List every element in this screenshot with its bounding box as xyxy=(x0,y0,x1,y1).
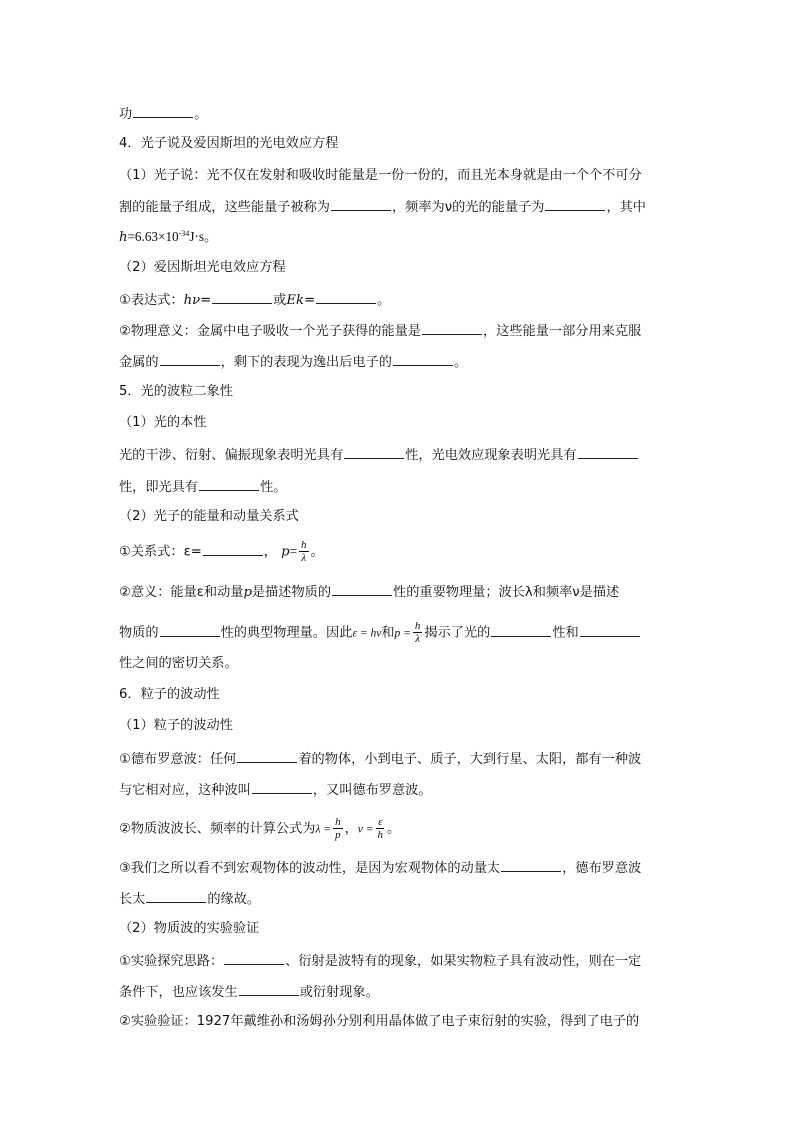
line-17 xyxy=(119,620,676,645)
answer-blank[interactable] xyxy=(344,444,404,459)
answer-blank[interactable] xyxy=(545,196,605,211)
line-25 xyxy=(119,888,676,910)
answer-blank[interactable] xyxy=(422,320,482,335)
line-7 xyxy=(119,289,676,311)
text: 割的能量子组成，这些能量子被称为 xyxy=(119,200,330,215)
answer-blank[interactable] xyxy=(224,950,284,965)
line-18 xyxy=(119,654,676,674)
text: 。 xyxy=(377,293,391,308)
answer-blank[interactable] xyxy=(501,857,561,872)
line-16 xyxy=(119,581,676,603)
text: ③我们之所以看不到宏观物体的波动性，是因为宏观物体的动量太 xyxy=(119,861,501,876)
text: ①德布罗意波：任何 xyxy=(119,752,237,767)
text: ②物理意义：金属中电子吸收一个光子获得的能量是 xyxy=(119,324,421,339)
answer-blank[interactable] xyxy=(146,888,206,903)
line-23 xyxy=(119,816,676,841)
subheading xyxy=(119,258,676,278)
text: （1）光子说：光不仅在发射和吸收时能量是一份一份的，而且光本身就是由一个个不可分 xyxy=(119,168,642,183)
denominator: λ xyxy=(415,633,421,645)
line-8 xyxy=(119,320,676,342)
text: ，其中 xyxy=(606,200,646,215)
formula: λ = xyxy=(315,823,332,836)
text: =6.63×10 xyxy=(127,229,179,244)
text: 。 xyxy=(194,107,208,122)
line-1 xyxy=(119,103,676,125)
text: = xyxy=(200,293,212,308)
text: ①关系式：ε= xyxy=(119,544,202,560)
symbol-h: h xyxy=(119,230,128,245)
answer-blank[interactable] xyxy=(133,103,193,118)
answer-blank[interactable] xyxy=(331,196,391,211)
text: ②物质波波长、频率的计算公式为 xyxy=(119,821,316,837)
heading-text: （2）物质波的实验验证 xyxy=(119,921,260,936)
heading-text: （1）粒子的波动性 xyxy=(119,718,233,733)
line-3 xyxy=(119,166,676,186)
line-28 xyxy=(119,981,676,1003)
exponent: -34 xyxy=(178,229,190,238)
answer-blank[interactable] xyxy=(491,622,551,637)
text: ， xyxy=(263,544,277,560)
text: 。 xyxy=(387,821,401,837)
text: 长太 xyxy=(119,892,146,907)
text: 或 xyxy=(273,293,287,308)
text: 的缘故。 xyxy=(207,892,261,907)
text: 性。 xyxy=(260,480,287,495)
denominator: p xyxy=(335,829,341,841)
formula: ν = xyxy=(357,823,374,836)
text: ， xyxy=(344,821,358,837)
answer-blank[interactable] xyxy=(199,476,259,491)
answer-blank[interactable] xyxy=(393,351,453,366)
line-22 xyxy=(119,779,676,801)
text: 、衍射是波特有的现象，如果实物粒子具有波动性，则在一定 xyxy=(285,954,642,969)
subheading xyxy=(119,507,676,527)
fraction xyxy=(413,620,423,645)
answer-blank[interactable] xyxy=(203,541,263,556)
line-13 xyxy=(119,476,676,498)
numerator: h xyxy=(335,816,341,828)
text: 。 xyxy=(310,544,324,560)
section-heading-4 xyxy=(119,134,676,154)
text: 与它相对应，这种波叫 xyxy=(119,783,251,798)
text: 性的典型物理量。因此 xyxy=(220,625,353,641)
answer-blank[interactable] xyxy=(239,981,299,996)
answer-blank[interactable] xyxy=(237,748,297,763)
text: 揭示了光的 xyxy=(424,625,491,641)
section-heading-6 xyxy=(119,685,676,705)
text: 性，即光具有 xyxy=(119,480,199,495)
text: ，频率为ν的光的能量子为 xyxy=(392,200,545,215)
text: ，德布罗意波 xyxy=(562,861,642,876)
heading-text: （2）光子的能量和动量关系式 xyxy=(119,509,299,524)
line-12 xyxy=(119,444,676,466)
text: 和 xyxy=(381,625,395,641)
text: 物质的 xyxy=(119,625,159,641)
text: 或衍射现象。 xyxy=(299,985,379,1000)
heading-text: （2）爱因斯坦光电效应方程 xyxy=(119,260,286,275)
text: 是描述物质的 xyxy=(251,585,332,600)
text: 功 xyxy=(119,107,133,122)
line-27 xyxy=(119,950,676,972)
answer-blank[interactable] xyxy=(316,289,376,304)
line-4 xyxy=(119,196,676,218)
text: ①实验探究思路： xyxy=(119,954,224,969)
formula: p = xyxy=(394,627,411,640)
heading-text: 4．光子说及爱因斯坦的光电效应方程 xyxy=(119,136,339,151)
numerator: h xyxy=(301,539,307,551)
answer-blank[interactable] xyxy=(580,622,640,637)
answer-blank[interactable] xyxy=(252,779,312,794)
text: = xyxy=(303,293,316,308)
heading-text: （1）光的本性 xyxy=(119,415,207,430)
text: 性和 xyxy=(552,625,579,641)
numerator: h xyxy=(414,620,421,632)
line-15 xyxy=(119,539,676,564)
symbol: p xyxy=(281,544,290,560)
line-9 xyxy=(119,351,676,373)
answer-blank[interactable] xyxy=(578,444,638,459)
symbol: hν xyxy=(183,293,201,308)
text: ②意义：能量ε和动量 xyxy=(119,585,244,600)
line-5 xyxy=(119,227,676,248)
fraction xyxy=(333,816,343,841)
formula: ε = hν xyxy=(352,627,382,640)
heading-text: 5．光的波粒二象性 xyxy=(119,384,233,399)
text: 着的物体，小到电子、质子，大到行星、太阳，都有一种波 xyxy=(298,752,642,767)
subheading xyxy=(119,716,676,736)
denominator: h xyxy=(377,829,384,841)
text: ，剩下的表现为逸出后电子的 xyxy=(220,355,392,370)
fraction xyxy=(299,539,309,564)
line-29 xyxy=(119,1012,676,1032)
answer-blank[interactable] xyxy=(332,581,392,596)
text: = xyxy=(289,543,298,559)
symbol: p xyxy=(243,585,252,600)
subheading xyxy=(119,919,676,939)
text: ②实验验证：1927年戴维孙和汤姆孙分别利用晶体做了电子束衍射的实验，得到了电子的 xyxy=(119,1014,640,1029)
text: ，又叫德布罗意波。 xyxy=(312,783,432,798)
section-heading-5 xyxy=(119,382,676,402)
denominator: λ xyxy=(301,552,307,564)
text: 性，光电效应现象表明光具有 xyxy=(405,448,577,463)
line-24 xyxy=(119,857,676,879)
text: 性的重要物理量；波长λ和频率ν是描述 xyxy=(393,585,620,600)
text: ，这些能量一部分用来克服 xyxy=(482,324,642,339)
text: 。 xyxy=(454,355,468,370)
answer-blank[interactable] xyxy=(160,622,220,637)
answer-blank[interactable] xyxy=(160,351,220,366)
text: 金属的 xyxy=(119,355,159,370)
symbol: Ek xyxy=(286,293,304,308)
text: ①表达式： xyxy=(119,293,184,308)
line-21 xyxy=(119,748,676,770)
text: 光的干涉、衍射、偏振现象表明光具有 xyxy=(119,448,344,463)
text: 条件下，也应该发生 xyxy=(119,985,238,1000)
numerator: ε xyxy=(378,816,383,828)
subheading xyxy=(119,413,676,433)
fraction xyxy=(376,816,386,841)
text: 性之间的密切关系。 xyxy=(119,656,238,671)
text: J·s。 xyxy=(189,229,218,244)
heading-text: 6．粒子的波动性 xyxy=(119,687,220,702)
answer-blank[interactable] xyxy=(212,289,272,304)
